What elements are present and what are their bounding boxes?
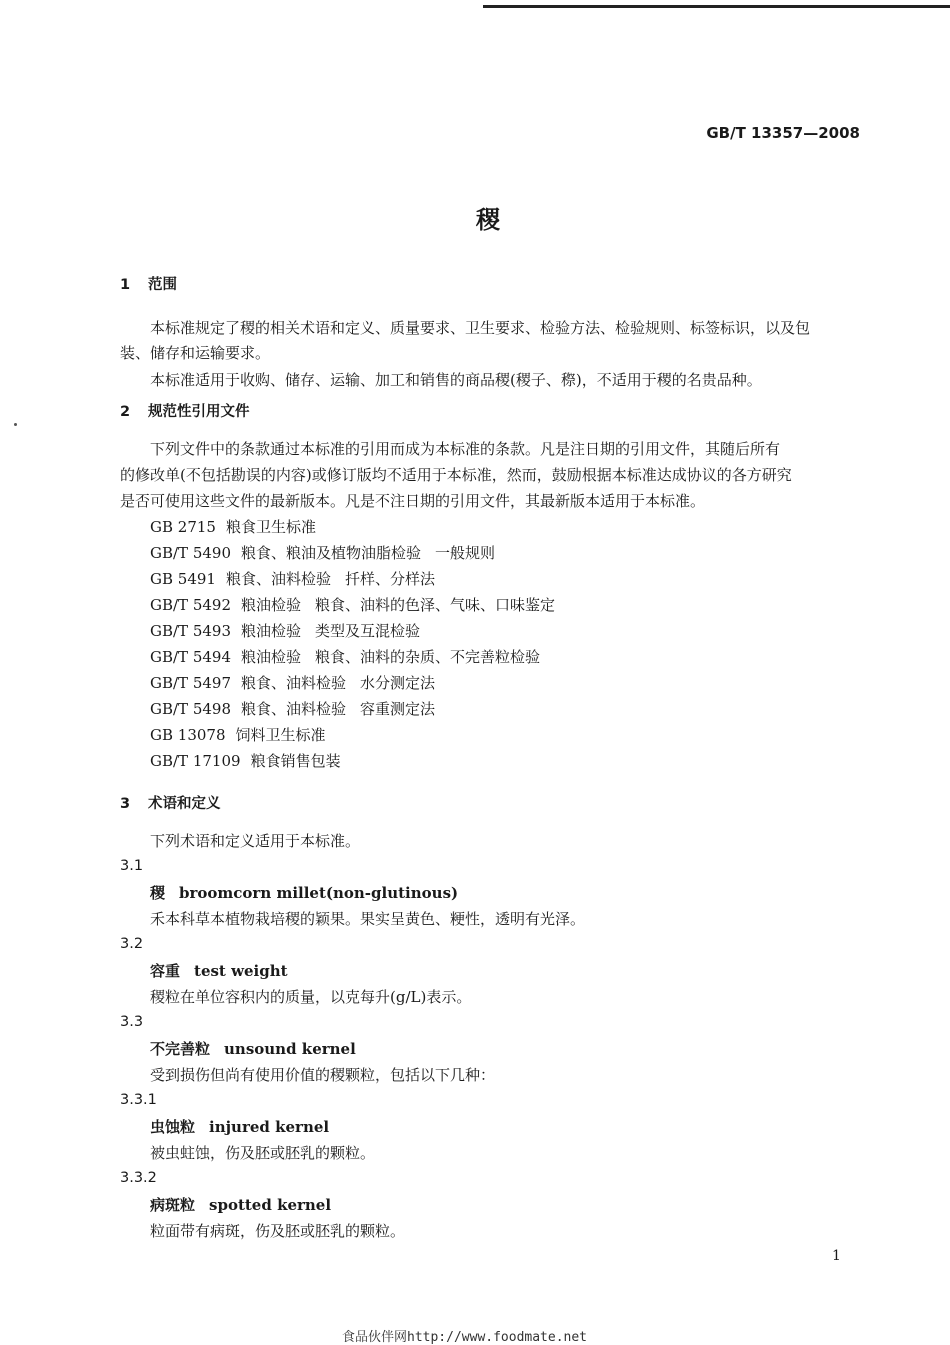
paragraph-line: 本标准适用于收购、储存、运输、加工和销售的商品稷(稷子、穄)，不适用于稷的名贵品种。 xyxy=(150,371,762,389)
reference-title: 粮食、油料检验 xyxy=(241,674,347,692)
reference-title: 粮食、油料检验 xyxy=(225,570,331,588)
reference-subtitle: 扦样、分样法 xyxy=(344,570,435,588)
term-definition: 稷粒在单位容积内的质量，以克每升(g/L)表示。 xyxy=(150,988,472,1006)
term-english: broomcorn millet(non-glutinous) xyxy=(179,884,459,902)
reference-item xyxy=(150,696,435,722)
paragraph-line: 的修改单(不包括勘误的内容)或修订版均不适用于本标准，然而，鼓励根据本标准达成协议的各方研究 xyxy=(120,466,792,484)
reference-subtitle: 粮食、油料的色泽、气味、口味鉴定 xyxy=(315,596,556,614)
section-3-heading xyxy=(120,792,221,813)
reference-code: GB/T 5490 xyxy=(150,544,232,562)
reference-code: GB/T 5498 xyxy=(150,700,232,718)
reference-title: 粮油检验 xyxy=(241,648,302,666)
reference-title: 粮食卫生标准 xyxy=(225,518,316,536)
term-chinese: 容重 xyxy=(150,962,181,980)
reference-code: GB 2715 xyxy=(150,518,216,536)
reference-item xyxy=(150,592,555,618)
section-1-heading xyxy=(120,273,177,294)
reference-subtitle: 一般规则 xyxy=(435,544,496,562)
term-chinese: 稷 xyxy=(150,884,166,902)
reference-title: 粮食、油料检验 xyxy=(241,700,347,718)
section-2-heading xyxy=(120,400,250,421)
reference-code: GB 5491 xyxy=(150,570,216,588)
term-english: injured kernel xyxy=(209,1118,330,1136)
reference-title: 饲料卫生标准 xyxy=(235,726,326,744)
reference-title: 粮油检验 xyxy=(241,596,302,614)
term-entry xyxy=(150,1038,356,1059)
reference-subtitle: 容重测定法 xyxy=(360,700,436,718)
reference-item xyxy=(150,514,316,540)
reference-code: GB/T 5493 xyxy=(150,622,232,640)
reference-item xyxy=(150,670,435,696)
paragraph-line: 装、储存和运输要求。 xyxy=(120,344,271,362)
reference-item xyxy=(150,644,540,670)
clause-number: 3.1 xyxy=(120,858,144,874)
term-english: test weight xyxy=(194,962,288,980)
reference-item xyxy=(150,618,420,644)
reference-subtitle: 水分测定法 xyxy=(360,674,436,692)
term-definition: 粒面带有病斑，伤及胚或胚乳的颗粒。 xyxy=(150,1222,406,1240)
reference-item xyxy=(150,540,495,566)
term-entry xyxy=(150,882,458,903)
section-title: 规范性引用文件 xyxy=(148,404,250,420)
document-title: 稷 xyxy=(476,206,500,234)
page-number: 1 xyxy=(832,1248,841,1264)
term-definition: 禾本科草本植物栽培稷的颖果。果实呈黄色、粳性，透明有光泽。 xyxy=(150,910,586,928)
paragraph-line: 本标准规定了稷的相关术语和定义、质量要求、卫生要求、检验方法、检验规则、标签标识，以及包 xyxy=(150,319,811,337)
paragraph-line: 下列文件中的条款通过本标准的引用而成为本标准的条款。凡是注日期的引用文件，其随后所有 xyxy=(150,440,781,458)
reference-item xyxy=(150,722,326,748)
reference-code: GB/T 5492 xyxy=(150,596,232,614)
reference-item xyxy=(150,566,435,592)
reference-title: 粮油检验 xyxy=(241,622,302,640)
reference-code: GB/T 5497 xyxy=(150,674,232,692)
reference-title: 粮食销售包装 xyxy=(250,752,341,770)
paragraph-line: 是否可使用这些文件的最新版本。凡是不注日期的引用文件，其最新版本适用于本标准。 xyxy=(120,492,706,510)
term-definition: 受到损伤但尚有使用价值的稷颗粒，包括以下几种： xyxy=(150,1066,496,1084)
reference-title: 粮食、粮油及植物油脂检验 xyxy=(241,544,422,562)
footer-watermark: 食品伙伴网http://www.foodmate.net xyxy=(342,1330,588,1345)
section-number: 3 xyxy=(120,796,131,812)
term-chinese: 不完善粒 xyxy=(150,1040,211,1058)
reference-code: GB/T 5494 xyxy=(150,648,232,666)
section-number: 1 xyxy=(120,277,131,293)
term-chinese: 病斑粒 xyxy=(150,1196,196,1214)
term-entry xyxy=(150,1116,329,1137)
section-title: 范围 xyxy=(148,277,177,293)
standard-code: GB/T 13357—2008 xyxy=(706,124,860,142)
scan-speck xyxy=(14,423,17,426)
section-number: 2 xyxy=(120,404,131,420)
reference-item xyxy=(150,748,341,774)
clause-number: 3.3.1 xyxy=(120,1092,157,1108)
term-entry xyxy=(150,1194,331,1215)
paragraph-line: 下列术语和定义适用于本标准。 xyxy=(150,832,361,850)
reference-subtitle: 类型及互混检验 xyxy=(315,622,421,640)
reference-subtitle: 粮食、油料的杂质、不完善粒检验 xyxy=(315,648,541,666)
reference-code: GB/T 17109 xyxy=(150,752,241,770)
term-english: spotted kernel xyxy=(209,1196,332,1214)
term-english: unsound kernel xyxy=(224,1040,356,1058)
term-chinese: 虫蚀粒 xyxy=(150,1118,196,1136)
section-title: 术语和定义 xyxy=(148,796,221,812)
reference-code: GB 13078 xyxy=(150,726,226,744)
term-definition: 被虫蛀蚀，伤及胚或胚乳的颗粒。 xyxy=(150,1144,376,1162)
clause-number: 3.3 xyxy=(120,1014,144,1030)
term-entry xyxy=(150,960,288,981)
scan-top-border xyxy=(483,5,950,8)
clause-number: 3.2 xyxy=(120,936,144,952)
clause-number: 3.3.2 xyxy=(120,1170,157,1186)
